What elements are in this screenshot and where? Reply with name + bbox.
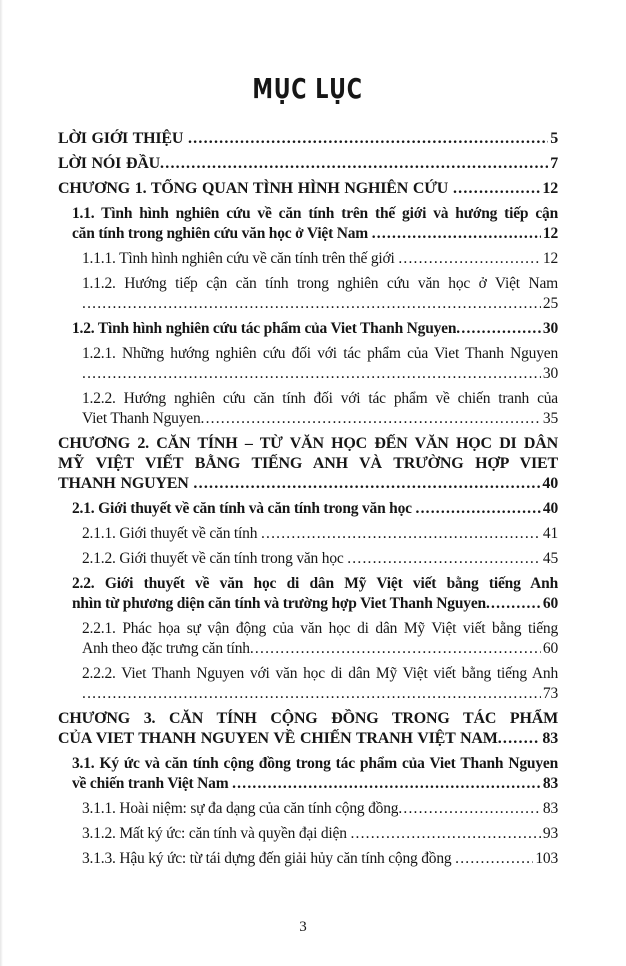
toc-entry [58,754,558,794]
dot-leader [232,774,541,794]
page-ref: 30 [542,365,558,382]
toc-entry [58,204,558,244]
toc-line [82,409,558,429]
toc-line [72,774,558,794]
dot-leader [455,849,533,869]
toc-entry [58,249,558,269]
toc-entry-text: 1.2.1. Những hướng nghiên cứu đối với tác phẩm của Viet Thanh Nguyen [82,345,558,362]
toc-entry-text: THANH NGUYEN [58,475,194,492]
toc-entry [58,574,558,614]
toc-entry-text: căn tính trong nghiên cứu văn học ở Việt Nam [72,225,372,242]
dot-leader [201,409,541,429]
toc-line [82,524,558,544]
toc-entry-text: MỸ VIỆT VIẾT BẰNG TIẾNG ANH VÀ TRƯỜNG HỢP VIET [58,455,558,472]
toc-entry [58,799,558,819]
toc-entry-text: 1.1.1. Tình hình nghiên cứu về căn tính trên thế giới [82,250,399,267]
toc-line [58,129,558,149]
toc-line [82,549,558,569]
toc-entry [58,274,558,314]
toc-line [82,364,558,384]
page-ref: 41 [542,525,558,542]
toc-entry-text: 1.2. Tình hình nghiên cứu tác phẩm của Viet Thanh Nguyen [72,320,457,337]
toc-entry-text: CỦA VIET THANH NGUYEN VỀ CHIẾN TRANH VIỆT NAM [58,730,498,747]
page-ref: 45 [542,550,558,567]
page-ref: 5 [550,130,558,147]
toc-entry-text: 3.1.3. Hậu ký ức: từ tái dựng đến giải hủy căn tính cộng đồng [82,850,456,867]
toc-line [82,294,558,314]
dot-leader [82,294,541,314]
toc-entry [58,619,558,659]
toc-entry [58,524,558,544]
dot-leader [372,224,541,244]
toc-line [58,179,558,199]
toc-line [82,824,558,844]
toc-line [58,729,558,749]
toc-entry [58,824,558,844]
dot-leader [453,179,540,199]
page-ref: 40 [542,475,558,492]
toc-list [58,129,558,869]
toc-entry-text: 3.1. Ký ức và căn tính cộng đồng trong tác phẩm của Viet Thanh Nguyen [72,755,558,772]
page-ref: 60 [542,595,558,612]
toc-entry [58,344,558,384]
toc-entry-text: CHƯƠNG 3. CĂN TÍNH CỘNG ĐỒNG TRONG TÁC PHẨM [58,710,558,727]
page-ref: 83 [542,730,558,747]
toc-line [72,319,558,339]
toc-line [72,499,558,519]
toc-entry-text: 2.1.1. Giới thuyết về căn tính [82,525,261,542]
toc-title-text: MỤC LỤC [252,72,364,105]
toc-line [58,474,558,494]
toc-entry-text: Anh theo đặc trưng căn tính [82,640,250,657]
dot-leader [498,729,541,749]
toc-entry [58,179,558,199]
toc-line [82,249,558,269]
toc-entry [58,549,558,569]
toc-entry [58,499,558,519]
dot-leader [416,499,541,519]
toc-entry [58,129,558,149]
page-ref: 12 [542,250,558,267]
toc-entry-text: 2.2. Giới thuyết về văn học di dân Mỹ Việt viết bằng tiếng Anh [72,575,558,592]
dot-leader [486,594,541,614]
page-ref: 93 [542,825,558,842]
page-ref: 83 [542,775,558,792]
toc-entry-text: nhìn từ phương diện căn tính và trường hợp Viet Thanh Nguyen [72,595,486,612]
dot-leader [250,639,541,659]
dot-leader [160,154,548,174]
toc-entry-text: 1.1. Tình hình nghiên cứu về căn tính trên thế giới và hướng tiếp cận [72,205,558,222]
toc-line [58,154,558,174]
toc-entry [58,709,558,749]
dot-leader [398,799,541,819]
toc-entry-text: 3.1.1. Hoài niệm: sự đa dạng của căn tính cộng đồng [82,800,399,817]
toc-line [82,799,558,819]
toc-entry-text: LỜI NÓI ĐẦU [58,155,161,172]
dot-leader [398,249,541,269]
page-ref: 35 [542,410,558,427]
dot-leader [188,129,548,149]
page-ref: 25 [542,295,558,312]
page-number: 3 [299,919,307,935]
page-title [58,72,558,111]
page-ref: 73 [542,685,558,702]
toc-entry-text: 2.2.2. Viet Thanh Nguyen với văn học di dân Mỹ Việt viết bằng tiếng Anh [82,665,558,682]
toc-entry-text: 2.1.2. Giới thuyết về căn tính trong văn học [82,550,348,567]
toc-entry-text: 2.2.1. Phác họa sự vận động của văn học di dân Mỹ Việt viết bằng tiếng [82,620,558,637]
page-ref: 83 [542,800,558,817]
toc-entry [58,389,558,429]
toc-entry [58,849,558,869]
toc-line [82,849,558,869]
toc-entry-text: Viet Thanh Nguyen [82,410,201,427]
toc-entry-text: CHƯƠNG 1. TỔNG QUAN TÌNH HÌNH NGHIÊN CỨU [58,180,453,197]
toc-line [72,594,558,614]
toc-entry [58,319,558,339]
toc-line [72,224,558,244]
page-ref: 40 [542,500,558,517]
dot-leader [82,364,541,384]
page-ref: 7 [550,155,558,172]
toc-entry-text: 1.2.2. Hướng nghiên cứu căn tính đối với tác phẩm về chiến tranh của [82,390,558,407]
dot-leader [456,319,541,339]
toc-entry [58,154,558,174]
page-ref: 30 [542,320,558,337]
toc-entry-text: 3.1.2. Mất ký ức: căn tính và quyền đại diện [82,825,351,842]
page-ref: 60 [542,640,558,657]
page-ref: 12 [542,180,558,197]
dot-leader [193,474,540,494]
toc-entry-text: CHƯƠNG 2. CĂN TÍNH – TỪ VĂN HỌC ĐẾN VĂN HỌC DI DÂN [58,435,558,452]
toc-line [82,684,558,704]
toc-entry-text: về chiến tranh Việt Nam [72,775,233,792]
dot-leader [350,824,540,844]
dot-leader [82,684,541,704]
dot-leader [261,524,541,544]
toc-entry-text: LỜI GIỚI THIỆU [58,130,188,147]
toc-entry-text: 1.1.2. Hướng tiếp cận căn tính trong nghiên cứu văn học ở Việt Nam [82,275,558,292]
toc-entry-text: 2.1. Giới thuyết về căn tính và căn tính trong văn học [72,500,416,517]
page-ref: 103 [535,850,558,867]
toc-entry [58,664,558,704]
toc-entry [58,434,558,494]
toc-line [82,639,558,659]
dot-leader [347,549,541,569]
page-ref: 12 [542,225,558,242]
